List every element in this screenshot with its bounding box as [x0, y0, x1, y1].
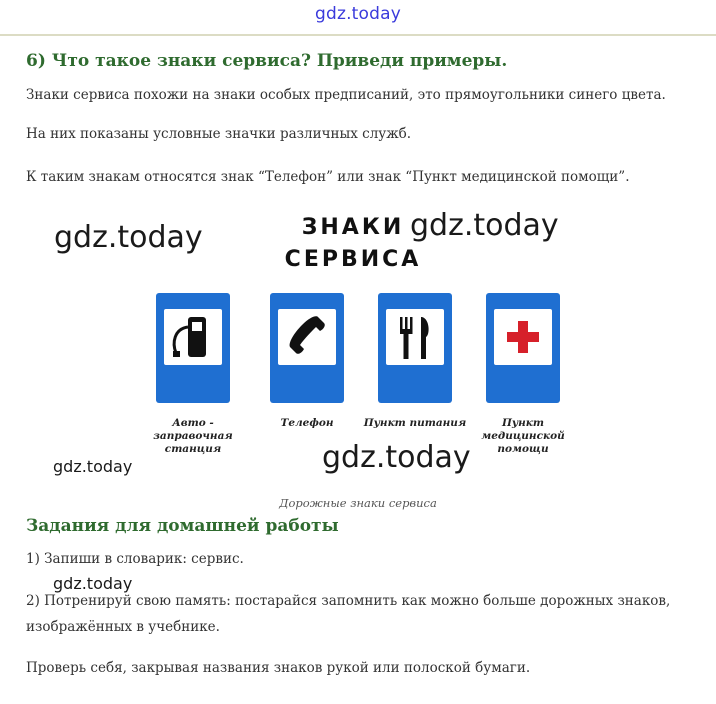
- watermark: gdz.today: [410, 208, 559, 243]
- watermark: gdz.today: [53, 574, 133, 593]
- homework-item-2: 2) Потренируй свою память: постарайся запомнить как можно больше дорожных знаков,: [26, 593, 671, 609]
- sign-label-medical: Пункт медицинской помощи: [481, 417, 565, 455]
- sign-telephone: [270, 293, 344, 403]
- fork-knife-icon: [386, 309, 444, 365]
- red-cross-icon: [494, 309, 552, 365]
- homework-item-1: 1) Запиши в словарик: сервис.: [26, 551, 244, 567]
- sign-label-telephone: Телефон: [280, 417, 334, 429]
- homework-item-2-cont: изображённых в учебнике.: [26, 619, 220, 635]
- sign-label-fuel: Авто - заправочная станция: [153, 417, 233, 455]
- site-logo[interactable]: gdz.today: [314, 4, 402, 24]
- watermark: gdz.today: [54, 220, 203, 255]
- figure-title-line-1: ЗНАКИ: [301, 215, 405, 240]
- answer-paragraph-3: К таким знакам относятся знак “Телефон” или знак “Пункт медицинской помощи”.: [26, 169, 630, 185]
- fuel-pump-icon: [164, 309, 222, 365]
- sign-label-food: Пункт питания: [363, 417, 467, 429]
- watermark: gdz.today: [53, 457, 133, 476]
- answer-paragraph-2: На них показаны условные значки различных служб.: [26, 126, 412, 142]
- homework-item-3: Проверь себя, закрывая названия знаков рукой или полоской бумаги.: [26, 660, 531, 676]
- figure-title-line-2: СЕРВИСА: [284, 247, 422, 272]
- sign-fuel-station: [156, 293, 230, 403]
- sign-food-point: [378, 293, 452, 403]
- sign-medical-point: [486, 293, 560, 403]
- question-heading: 6) Что такое знаки сервиса? Приведи примеры.: [26, 51, 508, 71]
- homework-heading: Задания для домашней работы: [26, 516, 339, 536]
- figure-caption: Дорожные знаки сервиса: [279, 495, 437, 510]
- watermark: gdz.today: [322, 440, 471, 475]
- answer-paragraph-1: Знаки сервиса похожи на знаки особых предписаний, это прямоугольники синего цвета.: [26, 87, 666, 103]
- site-header: [0, 0, 716, 36]
- telephone-icon: [278, 309, 336, 365]
